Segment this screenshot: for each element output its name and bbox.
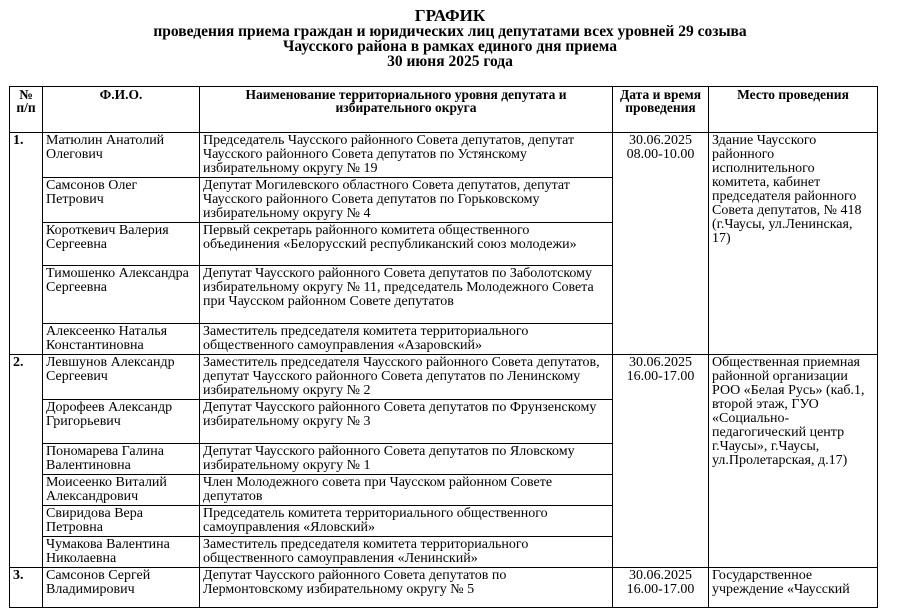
deputy-name: Моисеенко Виталий Александрович xyxy=(43,475,200,506)
table-row xyxy=(10,133,878,178)
deputy-name: Левшунов Александр Сергеевич xyxy=(43,355,200,400)
table-row xyxy=(10,568,878,608)
column-header-position: Наименование территориального уровня депутата и избирательного округа xyxy=(200,87,613,133)
reception-place: Государственное учреждение «Чаусский xyxy=(709,568,878,608)
deputy-position: Председатель комитета территориального общественного самоуправления «Яловский» xyxy=(200,506,613,537)
deputy-name: Короткевич Валерия Сергеевна xyxy=(43,223,200,266)
reception-place: Общественная приемная районной организации РОО «Белая Русь» (каб.1, второй этаж, ГУО «Социально-педагогический центр г.Чаусы», г.Чаусы, ул.Пролетарская, д.17) xyxy=(709,355,878,568)
deputy-name: Дорофеев Александр Григорьевич xyxy=(43,400,200,444)
deputy-position: Депутат Чаусского районного Совета депутатов по Лермонтовскому избирательному округу № 5 xyxy=(200,568,613,608)
deputy-position: Председатель Чаусского районного Совета депутатов, депутат Чаусского районного Совета депутатов по Устянскому избирательному округу № 19 xyxy=(200,133,613,178)
table-row xyxy=(10,355,878,400)
deputy-name: Тимошенко Александра Сергеевна xyxy=(43,266,200,324)
row-number: 1. xyxy=(10,133,43,355)
deputy-position: Член Молодежного совета при Чаусском районном Совете депутатов xyxy=(200,475,613,506)
deputy-name: Свиридова Вера Петровна xyxy=(43,506,200,537)
deputy-position: Депутат Чаусского районного Совета депутатов по Яловскому избирательному округу № 1 xyxy=(200,444,613,475)
reception-datetime: 30.06.2025 16.00-17.00 xyxy=(613,355,709,568)
reception-datetime: 30.06.2025 16.00-17.00 xyxy=(613,568,709,608)
deputy-name: Пономарева Галина Валентиновна xyxy=(43,444,200,475)
deputy-position: Первый секретарь районного комитета общественного объединения «Белорусский республиканский союз молодежи» xyxy=(200,223,613,266)
document-header xyxy=(0,7,900,69)
schedule-table xyxy=(9,86,878,608)
column-header-number: № п/п xyxy=(10,87,43,133)
column-header-place: Место проведения xyxy=(709,87,878,133)
deputy-name: Самсонов Сергей Владимирович xyxy=(43,568,200,608)
column-header-datetime: Дата и время проведения xyxy=(613,87,709,133)
reception-datetime: 30.06.2025 08.00-10.00 xyxy=(613,133,709,355)
deputy-name: Чумакова Валентина Николаевна xyxy=(43,537,200,568)
header-line-1: проведения приема граждан и юридических лиц депутатами всех уровней 29 созыва xyxy=(153,23,747,40)
deputy-position: Заместитель председателя комитета территориального общественного самоуправления «Ленинский» xyxy=(200,537,613,568)
header-line-2: Чаусского района в рамках единого дня приема xyxy=(283,38,617,55)
row-number: 2. xyxy=(10,355,43,568)
deputy-position: Заместитель председателя комитета территориального общественного самоуправления «Азаровский» xyxy=(200,324,613,355)
deputy-name: Матюлин Анатолий Олегович xyxy=(43,133,200,178)
deputy-position: Заместитель председателя Чаусского районного Совета депутатов, депутат Чаусского районного Совета депутатов по Ленинскому избирательному округу № 2 xyxy=(200,355,613,400)
deputy-name: Алексеенко Наталья Константиновна xyxy=(43,324,200,355)
row-number: 3. xyxy=(10,568,43,608)
deputy-position: Депутат Чаусского районного Совета депутатов по Заболотскому избирательному округу № 11, председатель Молодежного Совета при Чаусском районном Совете депутатов xyxy=(200,266,613,324)
reception-place: Здание Чаусского районного исполнительного комитета, кабинет председателя районного Совета депутатов, № 418 (г.Чаусы, ул.Ленинская, 17) xyxy=(709,133,878,355)
column-header-name: Ф.И.О. xyxy=(43,87,200,133)
document-title: ГРАФИК xyxy=(414,6,486,25)
header-line-3: 30 июня 2025 года xyxy=(387,53,513,70)
deputy-name: Самсонов Олег Петрович xyxy=(43,178,200,223)
deputy-position: Депутат Чаусского районного Совета депутатов по Фрунзенскому избирательному округу № 3 xyxy=(200,400,613,444)
deputy-position: Депутат Могилевского областного Совета депутатов, депутат Чаусского районного Совета депутатов по Горьковскому избирательному округу № 4 xyxy=(200,178,613,223)
